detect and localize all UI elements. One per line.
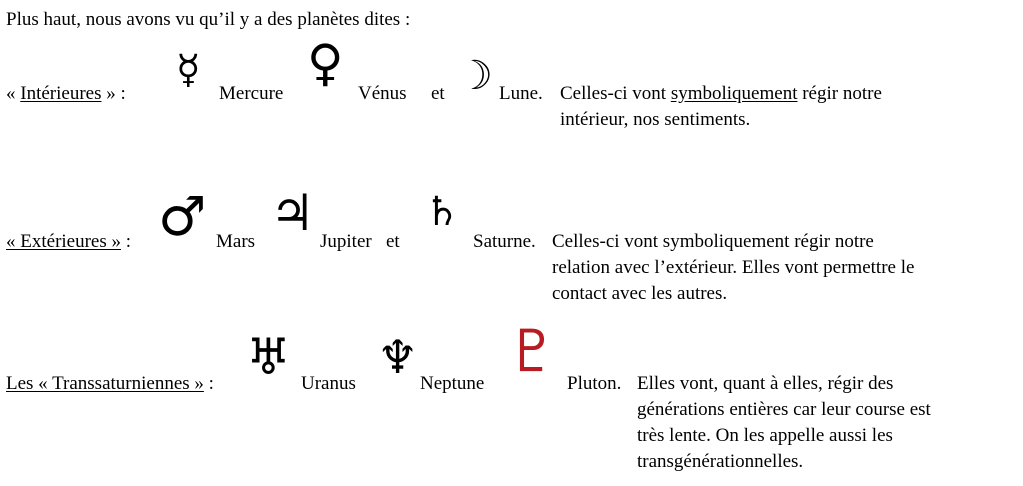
- mercury-symbol-icon: ☿: [176, 47, 201, 93]
- interieures-suffix: » :: [101, 83, 126, 104]
- connector-et-2: et: [386, 231, 400, 252]
- transsaturniennes-desc-line3: très lente. On les appelle aussi les: [637, 425, 893, 446]
- exterieures-desc-line3: contact avec les autres.: [552, 283, 728, 304]
- planet-name-mercure: Mercure: [219, 83, 284, 104]
- planet-name-mars: Mars: [216, 231, 256, 252]
- interieures-prefix: «: [6, 83, 21, 104]
- interieures-desc-line1: Celles-ci vont symboliquement régir notre: [560, 83, 882, 104]
- exterieures-heading: [6, 232, 131, 251]
- transsaturniennes-desc-line1: Elles vont, quant à elles, régir des: [637, 373, 894, 394]
- transsaturniennes-label: Les « Transsaturniennes »: [6, 373, 204, 394]
- planet-name-saturne: Saturne.: [473, 231, 536, 252]
- intro-text: Plus haut, nous avons vu qu’il y a des planètes dites :: [6, 9, 411, 30]
- planet-name-jupiter: Jupiter: [320, 231, 372, 252]
- interieures-heading: [6, 84, 126, 103]
- jupiter-symbol-icon: ♃: [270, 184, 315, 242]
- planet-name-pluton: Pluton.: [567, 373, 622, 394]
- transsaturniennes-suffix: :: [203, 373, 214, 394]
- exterieures-desc-line2: relation avec l’extérieur. Elles vont permettre le: [552, 257, 915, 278]
- connector-et-1: et: [431, 83, 445, 104]
- exterieures-label: « Extérieures »: [6, 231, 122, 252]
- planet-name-lune: Lune.: [499, 83, 543, 104]
- venus-symbol-icon: ♀: [307, 34, 344, 92]
- planet-name-uranus: Uranus: [301, 373, 356, 394]
- uranus-symbol-icon: ♅: [246, 328, 291, 386]
- pluto-symbol-icon: ♇: [506, 317, 558, 385]
- planet-name-neptune: Neptune: [420, 373, 485, 394]
- interieures-desc-line2: intérieur, nos sentiments.: [560, 109, 751, 130]
- mars-symbol-icon: ♂: [158, 185, 207, 248]
- exterieures-desc-line1: Celles-ci vont symboliquement régir notre: [552, 231, 874, 252]
- planet-name-venus: Vénus: [358, 83, 407, 104]
- emphasis-symboliquement: symboliquement: [670, 83, 798, 104]
- transsaturniennes-desc-line2: générations entières car leur course est: [637, 399, 931, 420]
- transsaturniennes-heading: [6, 374, 214, 393]
- saturn-symbol-icon: ♄: [424, 189, 460, 235]
- interieures-label: Intérieures: [20, 83, 102, 104]
- moon-symbol-icon: ☽: [457, 53, 493, 99]
- neptune-symbol-icon: ♆: [377, 330, 419, 384]
- transsaturniennes-desc-line4: transgénérationnelles.: [637, 451, 804, 472]
- exterieures-suffix: :: [121, 231, 132, 252]
